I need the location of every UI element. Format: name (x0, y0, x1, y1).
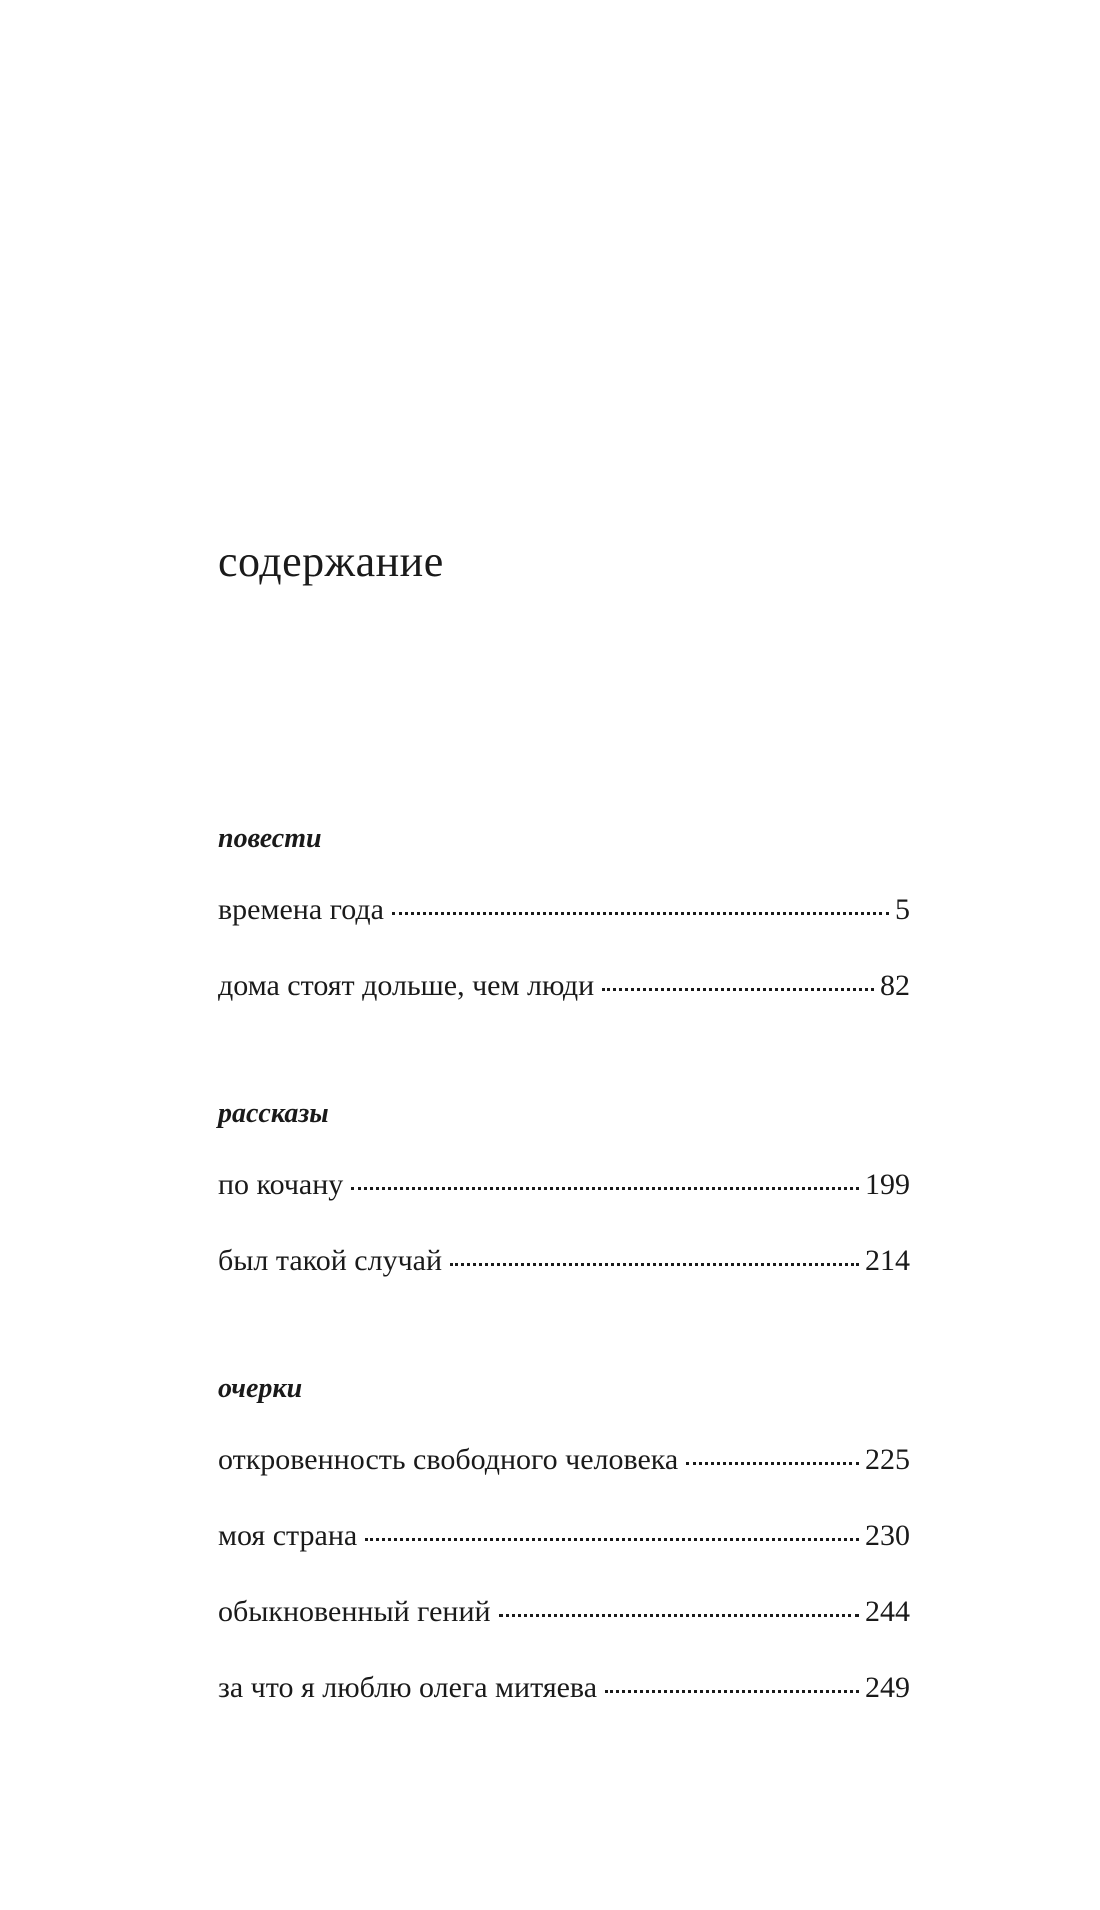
toc-entry[interactable] (218, 1246, 910, 1322)
dot-leader (365, 1538, 859, 1541)
toc-section-rasskazy (218, 1100, 910, 1322)
toc-entry[interactable] (218, 1170, 910, 1246)
entry-title: моя страна (218, 1519, 358, 1552)
dot-leader (351, 1187, 859, 1190)
section-heading: повести (218, 823, 322, 854)
dot-leader (602, 988, 874, 991)
entry-title: обыкновенный гений (218, 1595, 491, 1628)
section-heading: очерки (218, 1373, 303, 1404)
entry-page-number: 199 (865, 1168, 910, 1201)
entry-title: дома стоят дольше, чем люди (218, 969, 595, 1002)
entry-page-number: 82 (880, 969, 910, 1002)
dot-leader (450, 1263, 859, 1266)
section-heading: рассказы (218, 1098, 329, 1129)
toc-section-povesti (218, 825, 910, 1047)
toc-entry[interactable] (218, 971, 910, 1047)
dot-leader (686, 1462, 859, 1465)
entry-title: по кочану (218, 1168, 344, 1201)
toc-entry[interactable] (218, 1673, 910, 1749)
dot-leader (499, 1614, 859, 1617)
toc-entry[interactable] (218, 1445, 910, 1521)
toc-section-ocherki (218, 1375, 910, 1749)
entry-page-number: 230 (865, 1519, 910, 1552)
entry-page-number: 244 (865, 1595, 910, 1628)
entry-title: времена года (218, 893, 384, 926)
entry-title: откровенность свободного человека (218, 1443, 679, 1476)
entry-page-number: 214 (865, 1244, 910, 1277)
entry-page-number: 5 (895, 893, 910, 926)
entry-title: был такой случай (218, 1244, 443, 1277)
dot-leader (605, 1690, 859, 1693)
entry-page-number: 225 (865, 1443, 910, 1476)
toc-entry[interactable] (218, 1597, 910, 1673)
entry-title: за что я люблю олега митяева (218, 1671, 598, 1704)
toc-entry[interactable] (218, 1521, 910, 1597)
dot-leader (392, 912, 889, 915)
toc-entry[interactable] (218, 895, 910, 971)
entry-page-number: 249 (865, 1671, 910, 1704)
page-title: содержание (218, 537, 444, 586)
